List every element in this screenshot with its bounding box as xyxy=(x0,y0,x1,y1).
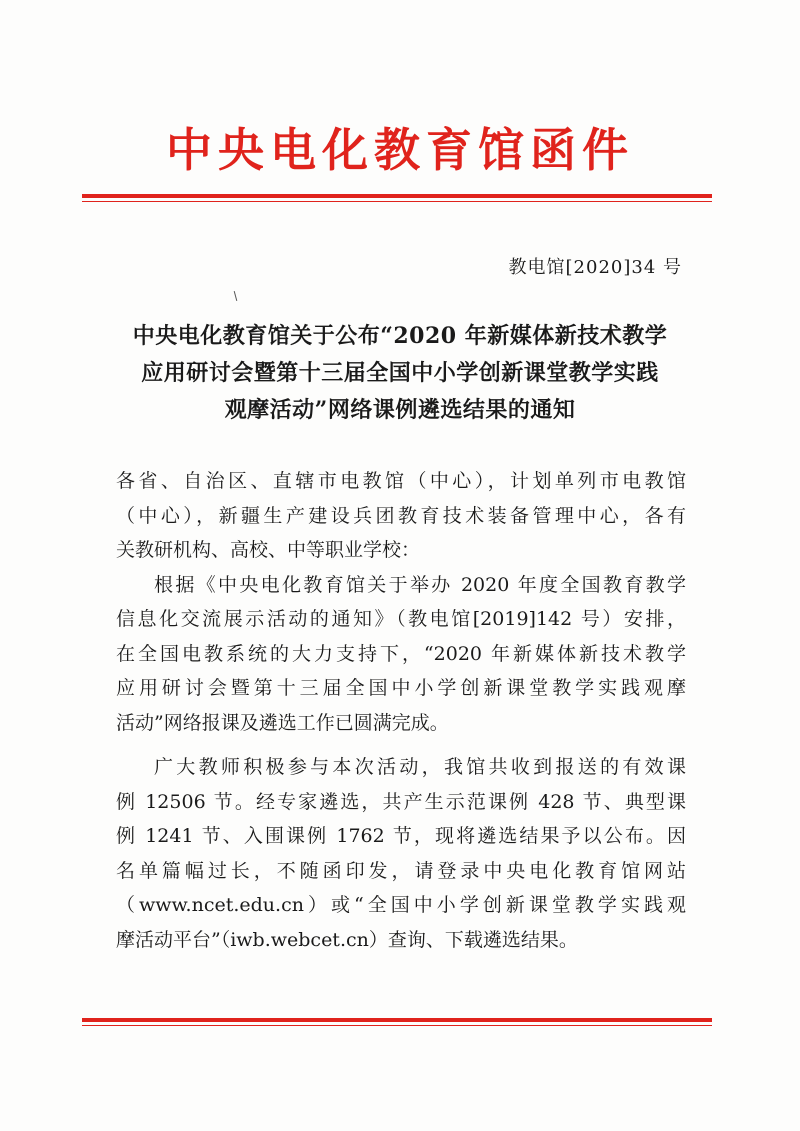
paragraph-line: 应用研讨会暨第十三届全国中小学创新课堂教学实践观摩 xyxy=(116,677,686,699)
paragraph-line: 在全国电教系统的大力支持下，“2020 年新媒体新技术教学 xyxy=(116,642,686,665)
headline-line: 观摩活动”网络课例遴选结果的通知 xyxy=(224,397,576,423)
paragraph-gap xyxy=(116,740,686,750)
letterhead-title: 中央电化教育馆函件 xyxy=(166,123,634,177)
letterhead-top-rule xyxy=(82,194,712,202)
document-headline xyxy=(100,318,700,429)
scan-mark xyxy=(234,291,238,301)
addressee-line: 关教研机构、高校、中等职业学校： xyxy=(116,539,421,561)
paragraph-line: 名单篇幅过长，不随函印发，请登录中央电化教育馆网站 xyxy=(116,859,686,882)
footer-rule xyxy=(82,1018,712,1026)
paragraph-line: 广大教师积极参与本次活动，我馆共收到报送的有效课 xyxy=(154,756,686,778)
headline-line: 应用研讨会暨第十三届全国中小学创新课堂教学实践 xyxy=(141,360,659,386)
paragraph-line: 活动”网络报课及遴选工作已圆满完成。 xyxy=(116,711,449,734)
document-body xyxy=(116,464,686,957)
paragraph-line: 信息化交流展示活动的通知》（教电馆[2019]142 号）安排， xyxy=(116,608,686,630)
paragraph-line: （www.ncet.edu.cn）或“全国中小学创新课堂教学实践观 xyxy=(116,894,686,916)
paragraph-line: 例 12506 节。经专家遴选，共产生示范课例 428 节、典型课 xyxy=(116,790,686,813)
document-number: 教电馆[2020]34 号 xyxy=(508,257,682,278)
headline-line: 中央电化教育馆关于公布“2020 年新媒体新技术教学 xyxy=(132,323,668,349)
addressee-line: 各省、自治区、直辖市电教馆（中心），计划单列市电教馆 xyxy=(116,470,686,492)
addressee-line: （中心），新疆生产建设兵团教育技术装备管理中心，各有 xyxy=(116,504,686,527)
paragraph-line: 例 1241 节、入围课例 1762 节，现将遴选结果予以公布。因 xyxy=(116,825,686,847)
paragraph-line: 根据《中央电化教育馆关于举办 2020 年度全国教育教学 xyxy=(154,573,686,596)
paragraph-line: 摩活动平台”（iwb.webcet.cn）查询、下载遴选结果。 xyxy=(116,928,578,951)
